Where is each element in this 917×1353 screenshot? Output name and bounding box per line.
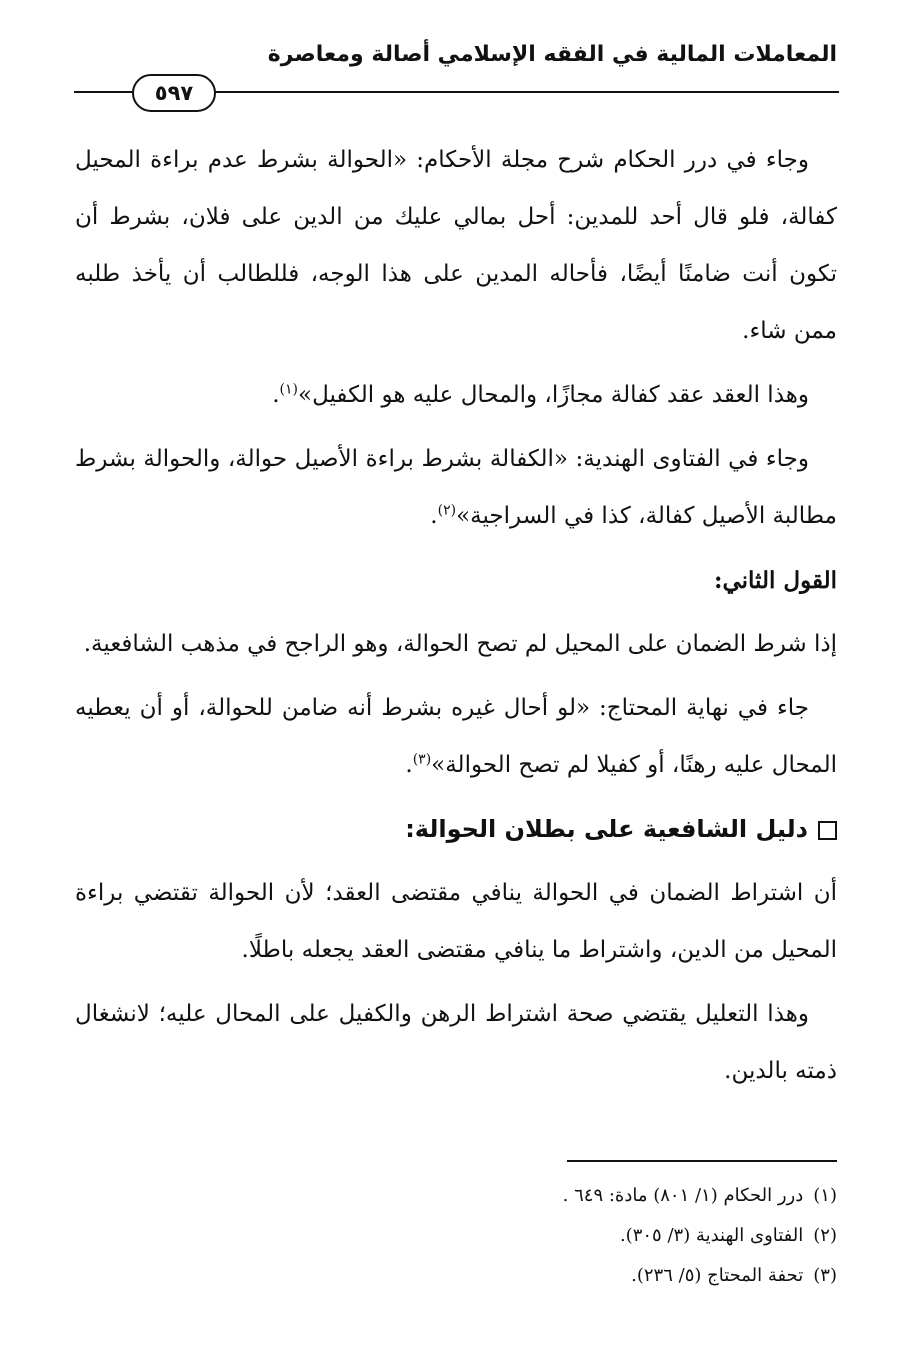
footnote-ref: (١)	[279, 381, 298, 398]
checkbox-icon	[818, 821, 837, 840]
main-text	[75, 132, 837, 1107]
paragraph-nihaya-quote: جاء في نهاية المحتاج: «لو أحال غيره بشرط أنه ضامن للحوالة، أو أن يعطيه المحال عليه رهنًا، أو كفيلا لم تصح الحوالة»$^{(٣)}$.	[75, 695, 837, 778]
footnote-text: تحفة المحتاج (٥/ ٢٣٦).	[631, 1265, 804, 1286]
footnote-rule	[567, 1160, 837, 1162]
page-number: ٥٩٧	[132, 74, 216, 112]
second-opinion-heading: القول الثاني:	[713, 567, 837, 594]
paragraph-durar-quote: وجاء في درر الحكام شرح مجلة الأحكام: «الحوالة بشرط عدم براءة المحيل كفالة، فلو قال أحد للمدين: أحل بمالي عليك من الدين على فلان، بشرط أن تكون أنت ضامنًا أيضًا، فأحاله المدين على هذا الوجه، فللطالب أن يأخذ طلبه ممن شاء.	[75, 147, 837, 344]
section-heading	[75, 801, 837, 858]
footnote-number: (٢)	[813, 1225, 837, 1246]
footnote-text: الفتاوى الهندية (٣/ ٣٠٥).	[619, 1225, 804, 1246]
footnote-number: (٣)	[813, 1265, 837, 1286]
footnote-ref: (٢)	[437, 502, 457, 519]
paragraph-evidence: أن اشتراط الضمان في الحوالة ينافي مقتضى العقد؛ لأن الحوالة تقتضي براءة المحيل من الدين، واشتراط ما ينافي مقتضى العقد يجعله باطلًا.	[75, 880, 837, 963]
paragraph-shafii-opinion: إذا شرط الضمان على المحيل لم تصح الحوالة، وهو الراجح في مذهب الشافعية.	[83, 631, 837, 657]
footnote-2	[75, 1216, 837, 1256]
footnote-ref: (٣)	[412, 751, 432, 768]
paragraph-reasoning: وهذا التعليل يقتضي صحة اشتراط الرهن والكفيل على المحال عليه؛ لانشغال ذمته بالدين.	[75, 1001, 837, 1084]
paragraph-text: وهذا العقد عقد كفالة مجازًا، والمحال عليه هو الكفيل»	[298, 382, 809, 408]
footnote-number: (١)	[813, 1185, 837, 1206]
footnotes	[75, 1176, 837, 1296]
paragraph-kafala-majaz: وهذا العقد عقد كفالة مجازًا، والمحال عليه هو الكفيل»$^{(١)}$.	[272, 381, 809, 408]
footnote-3	[75, 1256, 837, 1296]
section-heading-text: دليل الشافعية على بطلان الحوالة:	[405, 815, 808, 843]
footnote-1	[75, 1176, 837, 1216]
paragraph-text: وجاء في الفتاوى الهندية: «الكفالة بشرط براءة الأصيل حوالة، والحوالة بشرط مطالبة الأصيل كفالة، كذا في السراجية»	[75, 446, 837, 529]
paragraph-text: جاء في نهاية المحتاج: «لو أحال غيره بشرط أنه ضامن للحوالة، أو أن يعطيه المحال عليه رهنًا، أو كفيلا لم تصح الحوالة»	[75, 695, 837, 778]
running-title: المعاملات المالية في الفقه الإسلامي أصالة ومعاصرة	[267, 42, 837, 67]
footnote-text: درر الحكام (١/ ٨٠١) مادة: ٦٤٩ .	[562, 1185, 804, 1206]
paragraph-hindiyya-quote: وجاء في الفتاوى الهندية: «الكفالة بشرط براءة الأصيل حوالة، والحوالة بشرط مطالبة الأصيل كفالة، كذا في السراجية»$^{(٢)}$.	[75, 446, 837, 529]
